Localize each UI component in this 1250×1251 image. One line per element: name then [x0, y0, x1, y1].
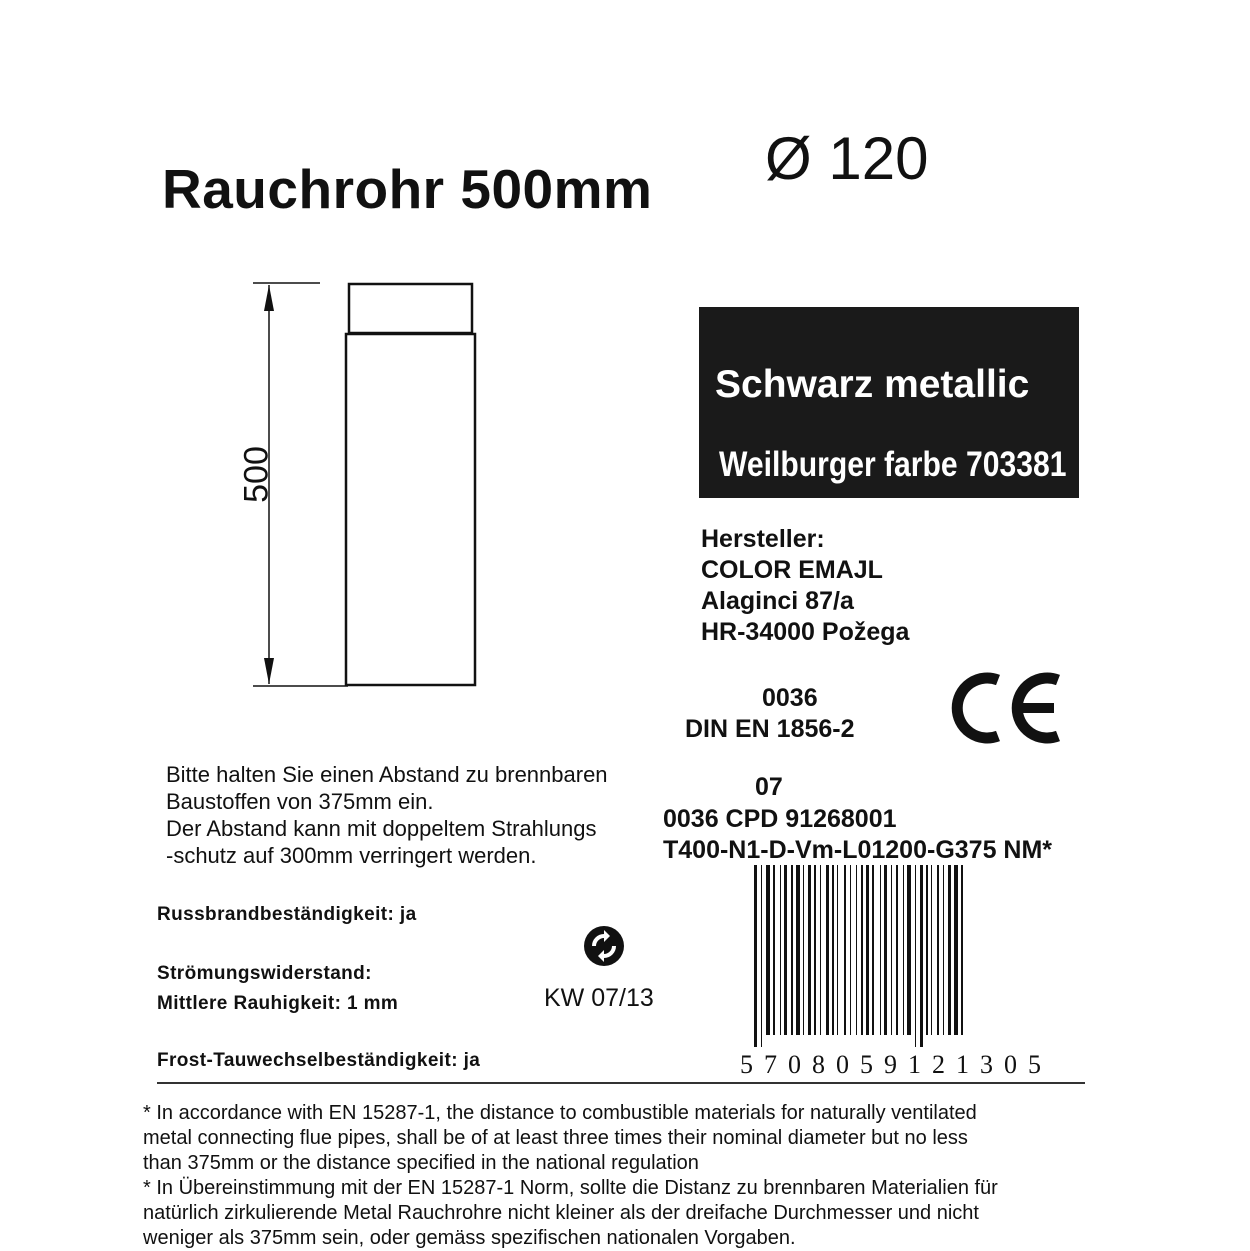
barcode-bar	[915, 865, 916, 1047]
divider	[157, 1082, 1085, 1084]
color-code: Weilburger farbe 703381	[719, 445, 1067, 484]
barcode-bar	[761, 865, 762, 1047]
barcode-bar	[773, 865, 775, 1035]
notified-body: 0036	[762, 684, 818, 712]
designation-code: T400-N1-D-Vm-L01200-G375 NM*	[663, 836, 1053, 864]
cpd-number: 0036 CPD 91268001	[663, 805, 897, 833]
barcode-bar	[884, 865, 887, 1035]
prop-roughness: Mittlere Rauhigkeit: 1 mm	[157, 993, 399, 1014]
barcode-bar	[780, 865, 781, 1035]
ce-mark-icon	[950, 668, 1065, 748]
color-box	[699, 307, 1079, 498]
product-title: Rauchrohr 500mm	[162, 158, 653, 220]
barcode-bar	[920, 865, 923, 1047]
barcode-bar	[850, 865, 851, 1035]
barcode-bar	[754, 865, 757, 1047]
barcode-bar	[856, 865, 857, 1035]
color-name: Schwarz metallic	[715, 363, 1030, 406]
barcode	[752, 865, 1082, 1050]
barcode-bar	[926, 865, 928, 1035]
standard-label: DIN EN 1856-2	[685, 715, 855, 743]
barcode-bar	[820, 865, 821, 1035]
footer-note: * In accordance with EN 15287-1, the distance to combustible materials for naturally ventilated metal connecting flue pipes, shall be of at least three times their nominal diameter but no less than 375mm or the distance specified in the national regulation * In Übereinstimmung mit der EN 15287-1 Norm, sollte die Distanz zu brennbaren Materialien für natürlich zirkulierende Metal Rauchrohre nicht kleiner als der dreifache Durchmesser und nicht weniger als 375mm sein, oder gemäss spezifischen nationalen Vorgaben.	[143, 1102, 998, 1249]
arrow-down-icon	[264, 658, 274, 684]
barcode-bar	[784, 865, 787, 1035]
barcode-bar	[826, 865, 829, 1035]
prop-soot-fire: Russbrandbeständigkeit: ja	[157, 904, 417, 925]
diameter-label: Ø 120	[765, 125, 929, 192]
pipe-drawing	[237, 275, 490, 695]
barcode-digits: 5708059121305	[740, 1050, 1052, 1079]
barcode-bar	[766, 865, 770, 1035]
barcode-bar	[803, 865, 804, 1035]
barcode-bar	[837, 865, 838, 1035]
barcode-bar	[832, 865, 834, 1035]
barcode-bar	[891, 865, 892, 1035]
barcode-bar	[907, 865, 911, 1035]
barcode-bar	[844, 865, 846, 1035]
prop-frost: Frost-Tauwechselbeständigkeit: ja	[157, 1050, 481, 1071]
barcode-bar	[861, 865, 863, 1035]
year-label: 07	[755, 773, 783, 801]
pipe-collar	[349, 284, 472, 333]
pipe-body	[346, 334, 475, 685]
barcode-bar	[814, 865, 816, 1035]
barcode-bar	[880, 865, 881, 1035]
barcode-bar	[896, 865, 898, 1035]
barcode-bar	[943, 865, 944, 1035]
manufacturer-block: Hersteller: COLOR EMAJL Alaginci 87/a HR-34000 Požega	[701, 525, 910, 646]
barcode-bar	[808, 865, 811, 1035]
distance-note: Bitte halten Sie einen Abstand zu brennbaren Baustoffen von 375mm ein. Der Abstand kann mit doppeltem Strahlungs -schutz auf 300mm verringert werden.	[166, 762, 608, 868]
batch-label: KW 07/13	[544, 984, 654, 1012]
barcode-bar	[931, 865, 932, 1035]
barcode-bar	[903, 865, 904, 1035]
barcode-bar	[796, 865, 800, 1035]
barcode-bar	[961, 865, 963, 1035]
barcode-bar	[937, 865, 939, 1035]
barcode-bar	[866, 865, 869, 1035]
barcode-bar	[948, 865, 951, 1035]
barcode-bar	[791, 865, 793, 1035]
arrow-up-icon	[264, 285, 274, 311]
green-dot-icon	[578, 918, 630, 970]
barcode-bar	[954, 865, 958, 1035]
barcode-bar	[872, 865, 874, 1035]
dimension-label: 500	[237, 446, 276, 503]
prop-flow-resistance: Strömungswiderstand:	[157, 963, 372, 984]
